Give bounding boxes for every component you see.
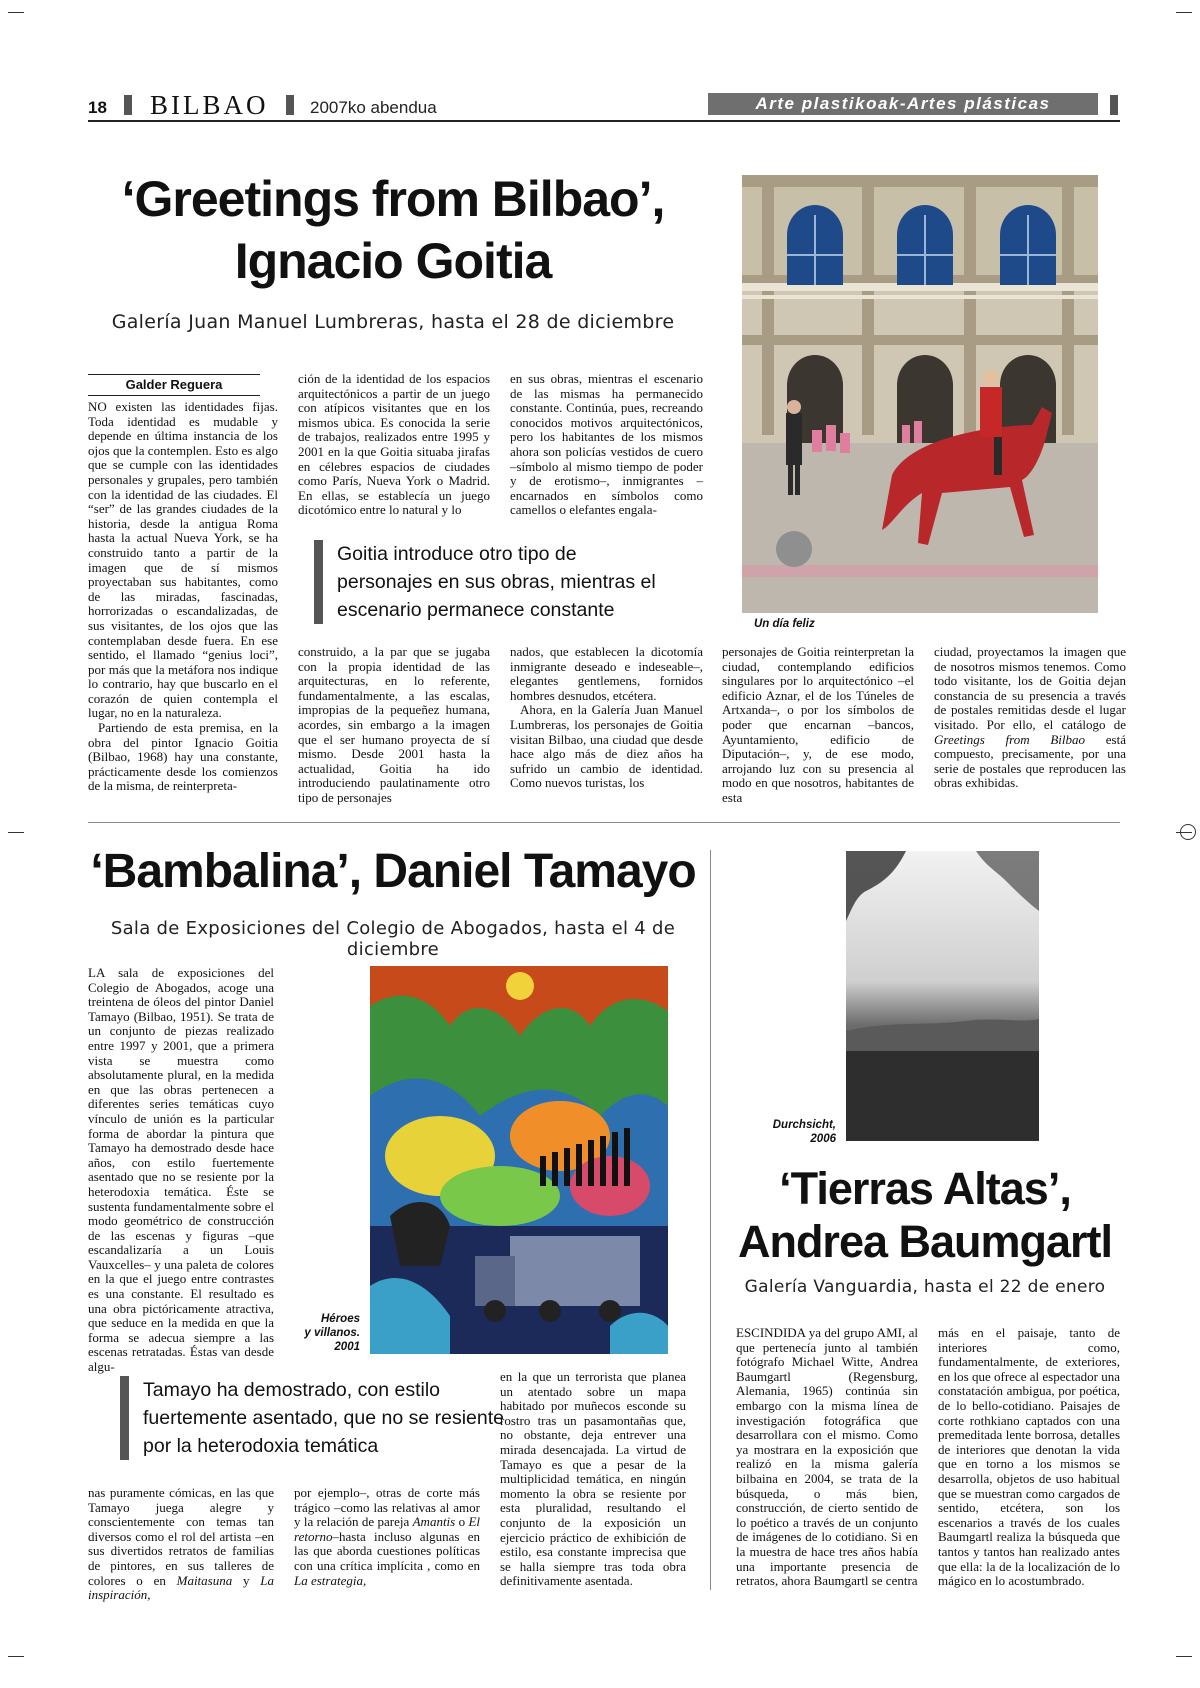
article-title-line: ‘Tierras Altas’, [779,1163,1071,1214]
image-caption: Un día feliz [754,618,815,630]
author-rule [88,374,260,375]
page-number: 18 [88,98,107,117]
crop-mark-bottom-right [1176,1656,1192,1657]
body-paragraph: ción de la identidad de los espacios arquitectónicos a partir de un juego con atípicos visitantes que en los mismos ubica. Es conocida la serie de trabajos, realizados entre 1995 y 2001 en la que Goitia situaba jirafas en célebres espacios de ciudades como París, Nueva York o Madrid. En ellas, se establecía un juego dicotómico entre lo natural y lo [298,371,490,518]
article-title: ‘Bambalina’, Daniel Tamayo [90,845,696,898]
body-paragraph: NO existen las identidades fijas. Toda identidad es mudable y depende en última instancia de los ojos que la contemplen. Esto es algo que se cumple con las identidades personales y grupales, pero también con la identidad de las ciudades. El “ser” de las grandes ciudades de la historia, desde la antigua Roma hasta la actual Nueva York, se ha construido tanto a partir de la imagen que de sí mismos proyectaban sus habitantes, como de las miradas, fascinadas, horrorizadas o escandalizadas, de sus visitantes, de los ojos que las contemplaban desde fuera. En ese sentido, el llamado “genius loci”, por más que la metáfora nos indique lo contrario, hay que buscarlo en el corazón de quien contempla el lugar, no en la naturaleza. [88,399,278,721]
italic-title: Maitasuna [176,1572,233,1588]
caption-line: Durchsicht, [772,1119,836,1131]
italic-title: Greetings from Bilbao [934,731,1086,747]
article-subtitle: Galería Juan Manuel Lumbreras, hasta el 28 de diciembre [111,311,675,333]
body-text: ciudad, proyectamos la imagen que de nosotros mismos tenemos. Como todo visitante, los de Goitia dejan constancia de su presencia a través de postales remitidas desde el lugar visitado. Por ello, el catálogo de [934,644,1126,732]
body-column [510,372,703,518]
article-subtitle: Galería Vanguardia, hasta el 22 de enero [744,1277,1106,1297]
article-title-line: Ignacio Goitia [234,233,552,289]
italic-title: La estrategia [294,1572,363,1588]
body-column [938,1326,1120,1589]
section-divider [88,822,1120,823]
image-caption [280,1312,360,1354]
publication-name: BILBAO [150,90,269,120]
caption-line: y villanos. [304,1327,360,1339]
body-paragraph: LA sala de exposiciones del Colegio de Abogados, acoge una treintena de óleos del pintor Daniel Tamayo (Bilbao, 1951). Se trata de un conjunto de piezas realizado entre 1997 y 2001, que a primera vista se muestra como absolutamente plural, en la medida en que las obras pertenecen a diferentes series temáticas cuyo vínculo de unión es la particular forma de abordar la pintura que Tamayo ha demostrado desde hace años, con estilo fuertemente asentado que no se resiente por la heterodoxia temática. Éste se sustenta fundamentalmente sobre el modo geométrico de construcción de las escenas y figuras –que escandalizaría a un Louis Vauxcelles– y una paleta de colores en la que el juego entre contrastes es una constante. El resultado es una obra pictóricamente atractiva, que seduce en la medida en que la forma se adecua siempre a las escenas retratadas. Éstas van desde algu- [88,965,274,1375]
registration-mark-icon [1180,824,1196,840]
body-column [722,645,914,806]
caption-line: Héroes [321,1313,360,1325]
author-rule [88,395,260,396]
body-column [500,1370,686,1589]
body-paragraph: personajes de Goitia reinterpretan la ciudad, contemplando edificios singulares por lo arquitectónico –el edificio Aznar, el de los Túneles de Artxanda–, o por los símbolos de poder que encarnan –bancos, Ayuntamiento, edificio de Diputación–, y, de ese modo, arrojando luz con su presencia al modo en que nosotros, habitantes de esta [722,644,914,805]
body-paragraph: nados, que establecen la dicotomía inmigrante deseado e indeseable–, elegantes gentlemens, fornidos hombres desnudos, etcétera. [510,644,703,703]
body-column [88,966,274,1375]
body-text: o [458,1514,466,1530]
italic-title: La inspiración [88,1572,274,1603]
body-paragraph: ESCINDIDA ya del grupo AMI, al que pertenecía junto al también fotógrafo Michael Witte, Andrea Baumgartl (Regensburg, Alemania, 1965) continúa sin embargo con la misma línea de investigación fotográfica que desarrollara con el mismo. Como ya mostrara en la exposición que realizó en la misma galería bilbaina en 2004, se trata de la búsqueda, o más bien, construcción, de cierto sentido de lo poético a través de un conjunto de imágenes de lo cotidiano. Si en la muestra de hace tres años había una importante presencia de retratos, ahora Baumgartl se centra [736,1325,918,1589]
header-rule [88,120,1120,122]
crop-mark-top-right [1176,12,1192,13]
body-text: y [243,1572,250,1588]
article-title [730,1162,1120,1268]
body-paragraph: en la que un terrorista que planea un atentado sobre un mapa habitado por muñecos esconde su rostro tras un pasamontañas que, no obstante, deja entrever una mirada desencajada. La virtud de Tamayo es que a pesar de la multiplicidad temática, en ningún momento la obra se resiente por esta pluralidad, resultando el conjunto de la exposición un ejercicio práctico de exhibición de estilo, esa constante imprecisa que se halla siempre tras toda obra definitivamente asentada. [500,1369,686,1589]
body-column [736,1326,918,1589]
body-paragraph: construido, a la par que se jugaba con la propia identidad de las arquitecturas, en lo referente, fundamentalmente, a las escalas, impropias de la pequeñez humana, acordes, sin embargo a la imagen que el ser humano proyecta de sí mismo. Desde 2001 hasta la actualidad, Goitia ha ido introduciendo paulatinamente otro tipo de personajes [298,644,490,805]
body-text: , [362,1572,367,1588]
column-divider [710,850,711,1590]
body-paragraph: Ahora, en la Galería Juan Manuel Lumbreras, los personajes de Goitia visitan Bilbao, una ciudad que desde hace algo más de diez años ha sufrido un cambio de identidad. Como nuevos turistas, los [510,702,703,791]
italic-title: Amantis [412,1514,456,1530]
body-column [298,372,490,518]
header-divider-block [286,95,294,115]
image-caption [740,1118,836,1146]
page-header [88,90,1120,122]
body-text: está compuesto, precisamente, por una serie de postales que reproducen las obras exhibidas. [934,731,1126,791]
crop-mark-mid-left [8,832,24,833]
article-title-line: ‘Greetings from Bilbao’, [121,171,665,227]
section-label: Arte plastikoak-Artes plásticas [708,93,1098,115]
body-paragraph: más en el paisaje, tanto de interiores como, fundamentalmente, de exteriores, en los que ofrece al espectador una constatación ambigua, por poética, de lo bello-cotidiano. Paisajes de corte rothkiano captados con una premeditada lente borrosa, detalles de interiores que denotan la vida que en torno a los mismos se desarrolla, objetos de uso habitual que se muestran como cargados de sentido, etcétera, son los escenarios a través de los cuales Baumgartl realiza la búsqueda que tantos y tantos han realizado antes que ella: la de la localización de lo mágico en lo acostumbrado. [938,1325,1120,1589]
pull-quote: Tamayo ha demostrado, con estilo fuertemente asentado, que no se resiente por la heterodoxia temática [120,1376,505,1460]
body-column [294,1486,480,1588]
body-paragraph [294,1486,480,1588]
caption-line: 2006 [810,1133,836,1145]
article-subtitle: Sala de Exposiciones del Colegio de Abogados, hasta el 4 de diciembre [110,918,676,960]
pull-quote: Goitia introduce otro tipo de personajes en sus obras, mientras el escenario permanece constante [314,540,677,624]
body-text: nas puramente cómicas, en las que Tamayo juega alegre y conscientemente con temas tan diversos como el rol del artista –en sus divertidos retratos de familias de pintores, en sus talleres de colores o en [88,1485,274,1588]
caption-line: 2001 [334,1341,360,1353]
body-column [88,400,278,794]
crop-mark-top-left [8,12,24,13]
body-paragraph: Partiendo de esta premisa, en la obra del pintor Ignacio Goitia (Bilbao, 1968) hay una constante, prácticamente desde los comienzos de la misma, de reinterpreta- [88,720,278,794]
body-paragraph [934,645,1126,791]
body-column [88,1486,274,1603]
header-divider-block [1110,95,1118,115]
body-paragraph [88,1486,274,1603]
body-column [510,645,703,791]
header-divider-block [124,95,132,115]
painting-heroes-y-villanos [370,966,668,1354]
painting-un-dia-feliz [742,175,1098,613]
body-paragraph: en sus obras, mientras el escenario de las mismas ha permanecido constante. Continúa, pues, recreando conocidos motivos arquitectónicos, pero los habitantes de los mismos ahora son policías vestidos de cuero –símbolo al mismo tiempo de poder y de erotismo–, inmigrantes –encarnados en símbolos como camellos o elefantes engala- [510,371,703,518]
body-text: por ejemplo–, otras de corte más trágico –como las relativas al amor y la relación de pareja [294,1485,480,1530]
crop-mark-bottom-left [8,1656,24,1657]
body-text: , [147,1587,151,1603]
body-column [298,645,490,806]
author-byline: Galder Reguera [125,377,223,392]
issue-date: 2007ko abendua [310,98,437,117]
body-column [934,645,1126,791]
body-text: –hasta incluso algunas en las que aborda cuestiones políticas con una crítica implícita , como en [294,1528,480,1573]
article-title-line: Andrea Baumgartl [737,1216,1113,1267]
italic-title: El retorno [294,1514,481,1544]
photo-durchsicht [846,851,1039,1141]
article-title [88,168,698,292]
